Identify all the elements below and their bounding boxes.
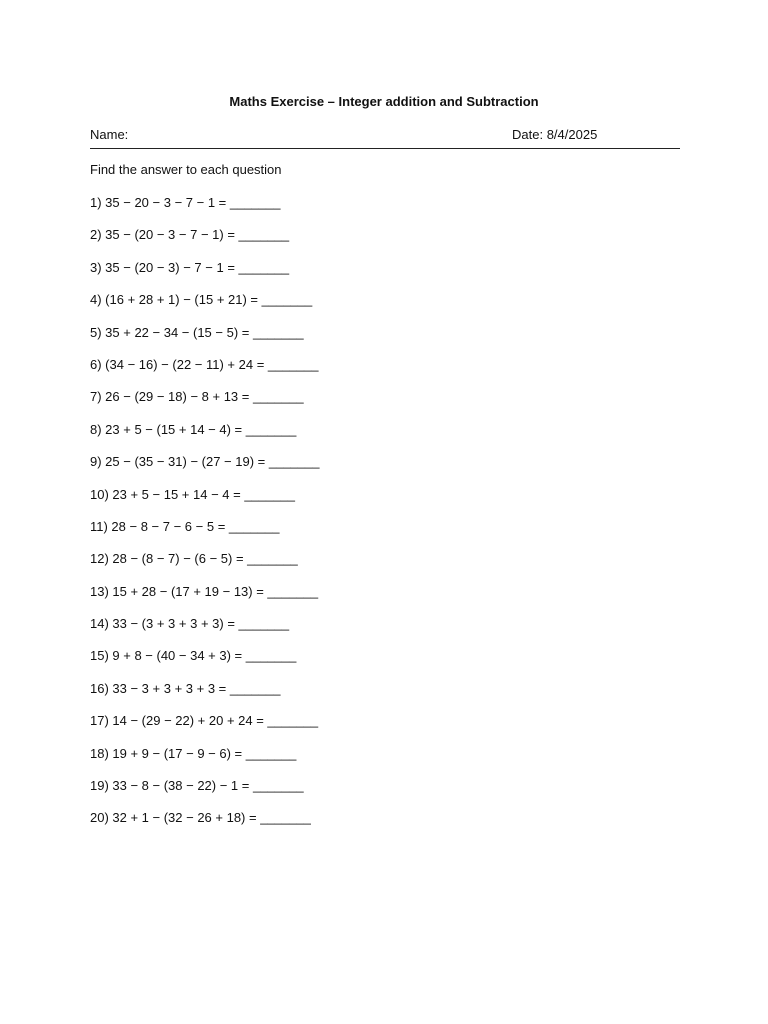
instructions: Find the answer to each question bbox=[90, 162, 282, 177]
date-field bbox=[512, 126, 597, 144]
question-item: 1) 35 − 20 − 3 − 7 − 1 = _______ bbox=[90, 195, 281, 210]
question-list bbox=[90, 195, 319, 843]
header-row bbox=[90, 126, 680, 149]
question-item: 18) 19 + 9 − (17 − 9 − 6) = _______ bbox=[90, 745, 297, 761]
question-item: 12) 28 − (8 − 7) − (6 − 5) = _______ bbox=[90, 551, 298, 567]
question-item: 4) (16 + 28 + 1) − (15 + 21) = _______ bbox=[90, 292, 313, 308]
question-item: 6) (34 − 16) − (22 − 11) + 24 = _______ bbox=[90, 356, 319, 372]
question-item: 2) 35 − (20 − 3 − 7 − 1) = _______ bbox=[90, 227, 290, 243]
date-label: Date: bbox=[512, 127, 544, 142]
question-item: 19) 33 − 8 − (38 − 22) − 1 = _______ bbox=[90, 778, 304, 794]
question-item: 13) 15 + 28 − (17 + 19 − 13) = _______ bbox=[90, 583, 319, 599]
question-item: 11) 28 − 8 − 7 − 6 − 5 = _______ bbox=[90, 518, 280, 534]
question-item: 7) 26 − (29 − 18) − 8 + 13 = _______ bbox=[90, 389, 304, 405]
question-item: 5) 35 + 22 − 34 − (15 − 5) = _______ bbox=[90, 324, 304, 340]
date-value: 8/4/2025 bbox=[546, 127, 598, 142]
question-item: 10) 23 + 5 − 15 + 14 − 4 = _______ bbox=[90, 486, 295, 502]
question-item: 15) 9 + 8 − (40 − 34 + 3) = _______ bbox=[90, 648, 297, 664]
question-item: 20) 32 + 1 − (32 − 26 + 18) = _______ bbox=[90, 810, 311, 826]
question-item: 8) 23 + 5 − (15 + 14 − 4) = _______ bbox=[90, 421, 297, 437]
name-label: Name: bbox=[90, 127, 129, 142]
question-item: 16) 33 − 3 + 3 + 3 + 3 = _______ bbox=[90, 680, 281, 696]
question-item: 3) 35 − (20 − 3) − 7 − 1 = _______ bbox=[90, 259, 290, 275]
question-item: 17) 14 − (29 − 22) + 20 + 24 = _______ bbox=[90, 713, 319, 729]
question-item: 9) 25 − (35 − 31) − (27 − 19) = _______ bbox=[90, 454, 320, 470]
worksheet-title: Maths Exercise – Integer addition and Subtraction bbox=[229, 94, 539, 109]
question-item: 14) 33 − (3 + 3 + 3 + 3) = _______ bbox=[90, 616, 290, 632]
